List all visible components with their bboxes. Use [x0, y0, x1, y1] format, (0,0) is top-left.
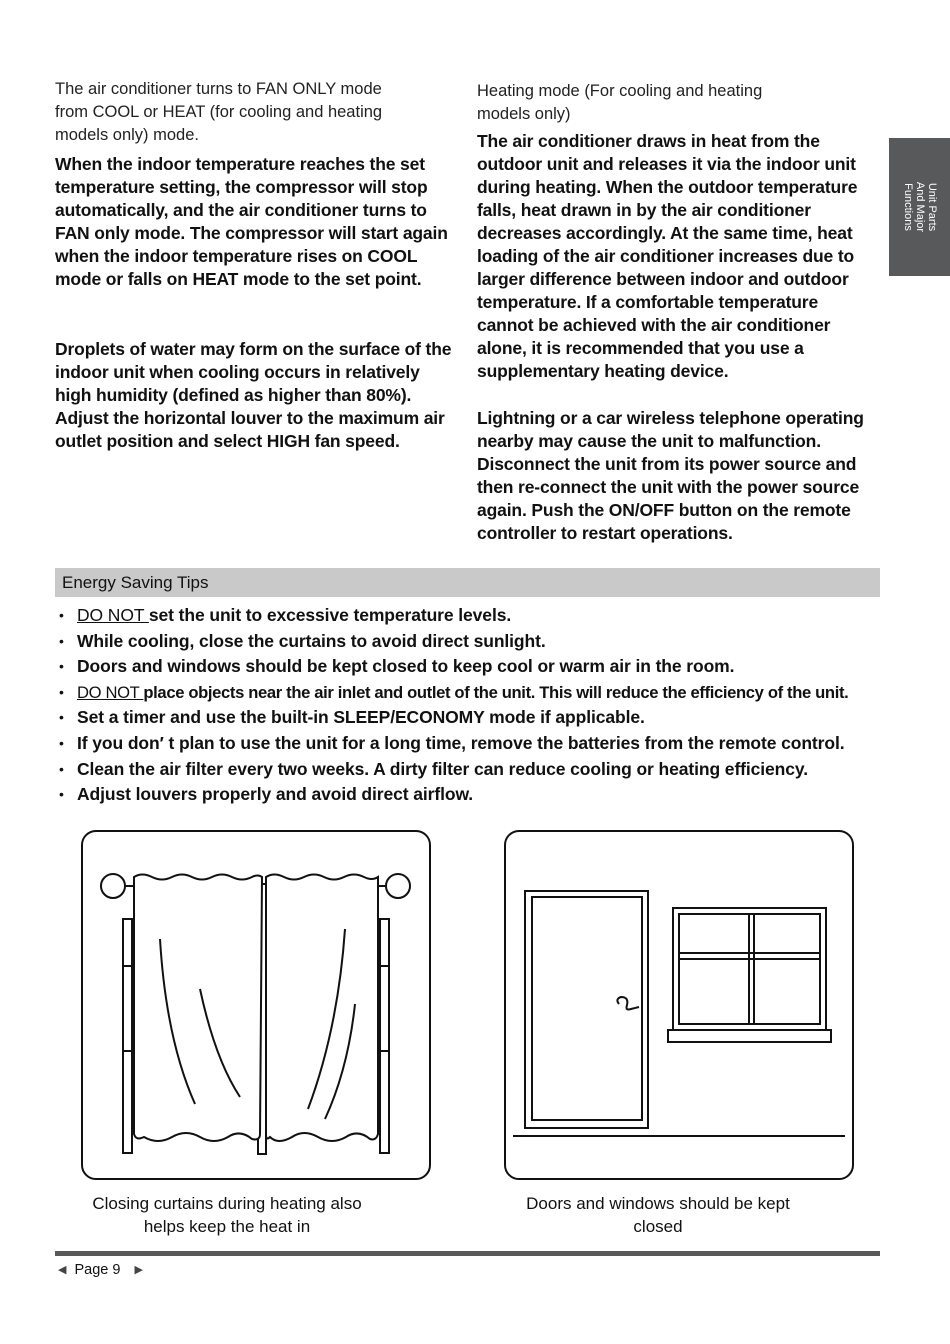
heating-mode-caption: Heating mode (For cooling and heating models only)	[477, 82, 763, 123]
tip-text: Doors and windows should be kept closed to keep cool or warm air in the room.	[77, 656, 735, 677]
tip-text: Clean the air filter every two weeks. A dirty filter can reduce cooling or heating efficiency.	[77, 758, 809, 779]
fan-only-caption: The air conditioner turns to FAN ONLY mode from COOL or HEAT (for cooling and heating models only) mode.	[55, 80, 383, 144]
bullet-icon: •	[59, 632, 64, 649]
tip-text: If you don′ t plan to use the unit for a long time, remove the batteries from the remote control.	[77, 732, 845, 753]
right-column	[477, 80, 897, 545]
tip-item	[55, 782, 915, 808]
page-footer	[58, 1262, 143, 1278]
door-window-caption	[488, 1192, 828, 1238]
curtains-caption-line2: helps keep the heat in	[143, 1217, 311, 1236]
compressor-paragraph: When the indoor temperature reaches the set temperature setting, the compressor will stop automatically, and the air conditioner turns to FAN only mode. The compressor will start again when the indoor temperature rises on COOL mode or falls on HEAT mode to the set point.	[55, 154, 448, 289]
bullet-icon: •	[59, 658, 64, 675]
curtains-illustration	[80, 829, 432, 1181]
tip-item	[55, 629, 915, 655]
door-caption-line1: Doors and windows should be kept	[526, 1194, 790, 1213]
energy-tips-title: Energy Saving Tips	[62, 573, 209, 592]
curtains-caption	[60, 1192, 394, 1238]
tip-text: Set a timer and use the built-in SLEEP/ECONOMY mode if applicable.	[77, 707, 645, 728]
tip-item	[55, 731, 915, 757]
left-column	[55, 78, 460, 453]
bullet-icon: •	[59, 734, 64, 751]
bullet-icon: •	[59, 709, 64, 726]
footer-rule	[55, 1251, 880, 1256]
lightning-paragraph: Lightning or a car wireless telephone operating nearby may cause the unit to malfunction. Disconnect the unit from its power source and then re-connect the unit with the power source again. Push the ON/OFF button on the remote controller to restart operations.	[477, 408, 864, 543]
curtains-caption-line1: Closing curtains during heating also	[92, 1194, 362, 1213]
side-tab-label: Unit Parts And Major Functions	[901, 181, 938, 233]
droplets-paragraph: Droplets of water may form on the surface of the indoor unit when cooling occurs in relatively high humidity (defined as higher than 80%). Adjust the horizontal louver to the maximum air outlet position and select HIGH fan speed.	[55, 339, 452, 451]
prev-page-icon[interactable]: ◀	[58, 1264, 67, 1276]
tip-prefix: DO NOT	[77, 605, 149, 625]
tip-item	[55, 654, 915, 680]
tip-prefix: DO NOT	[77, 682, 144, 702]
energy-tips-header-bar	[55, 568, 880, 597]
next-page-icon[interactable]: ▶	[134, 1264, 143, 1276]
tip-item	[55, 757, 915, 783]
tip-item	[55, 680, 915, 706]
bullet-icon: •	[59, 683, 64, 700]
tip-item	[55, 705, 915, 731]
tip-text: place objects near the air inlet and outlet of the unit. This will reduce the efficiency of the unit.	[143, 682, 849, 702]
door-caption-line2: closed	[633, 1217, 683, 1236]
energy-tips-list	[55, 603, 915, 808]
section-side-tab	[889, 138, 950, 276]
tip-text: While cooling, close the curtains to avoid direct sunlight.	[77, 630, 546, 651]
tip-text: set the unit to excessive temperature levels.	[148, 605, 512, 625]
bullet-icon: •	[59, 607, 64, 623]
door-window-illustration	[503, 829, 855, 1181]
bullet-icon: •	[59, 786, 64, 803]
tip-item	[55, 603, 915, 629]
page-number: Page 9	[74, 1262, 121, 1278]
bullet-icon: •	[59, 760, 64, 777]
heating-paragraph: The air conditioner draws in heat from the outdoor unit and releases it via the indoor unit during heating. When the outdoor temperature falls, heat drawn in by the air conditioner decreases accordingly. At the same time, heat loading of the air conditioner increases due to larger difference between indoor and outdoor temperature. If a comfortable temperature cannot be achieved with the air conditioner alone, it is recommended that you use a supplementary heating device.	[477, 131, 858, 381]
tip-text: Adjust louvers properly and avoid direct airflow.	[77, 784, 474, 805]
